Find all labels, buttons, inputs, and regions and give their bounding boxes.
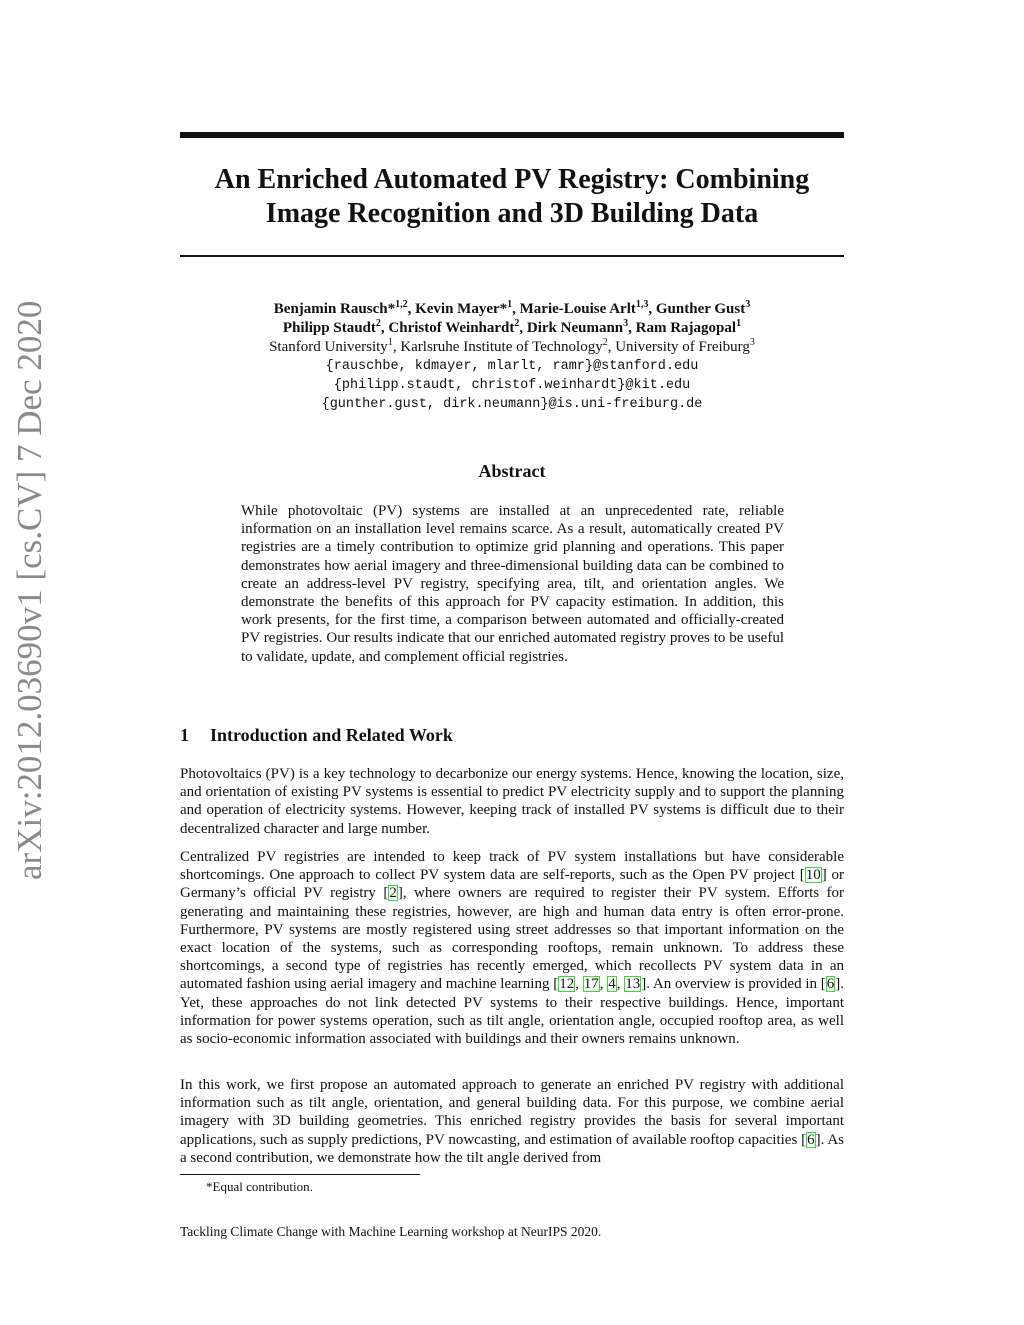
author-name: Philipp Staudt (282, 320, 376, 336)
section-number: 1 (180, 725, 189, 745)
citation-link[interactable]: 10 (805, 867, 821, 884)
citation-link[interactable]: 13 (625, 976, 641, 993)
author-name: , Ram Rajagopal (628, 320, 737, 336)
intro-paragraph-2 (180, 848, 844, 1048)
author-affiliation-mark: 1,3 (635, 299, 649, 310)
email-kit: {philipp.staudt, christof.weinhardt}@kit.edu (333, 378, 691, 393)
text-run: In this work, we first propose an automated approach to generate an enriched PV registry with additional information such as tilt angle, orientation, and general building data. For this purpose, we combine aerial imagery with 3D building geometries. This enriched registry provides the basis for several important applications, such as supply predictions, PV nowcasting, and estimation of available rooftop capacities [ (180, 1077, 844, 1148)
footnote-rule (180, 1174, 420, 1175)
author-affiliation-mark: 1,2 (395, 299, 408, 310)
author-affiliation-mark: 3 (745, 299, 751, 310)
affiliation-mark: 1 (387, 337, 393, 348)
arxiv-identifier: arXiv:2012.03690v1 [cs.CV] 7 Dec 2020 (10, 300, 49, 880)
author-name: , Marie-Louise Arlt (512, 301, 636, 317)
text-run: , (616, 976, 625, 993)
text-run: ]. As a second contribution, we demonstrate how the tilt angle derived from (180, 1131, 844, 1166)
author-name: , Christof Weinhardt (380, 320, 515, 336)
author-affiliation-mark: 1 (736, 318, 742, 329)
citation-link[interactable]: 6 (807, 1131, 815, 1148)
affiliation: Stanford University (269, 339, 388, 355)
citation-link[interactable]: 4 (608, 976, 616, 993)
text-run: ]. Yet, these approaches do not link detected PV systems to their respective buildings. Hence, important information for power systems operation, such as tilt angle, orientation angle, occupied rooftop area, as well as socio-economic information associated with buildings and their owners remains unknown. (180, 976, 845, 1048)
affiliation-mark: 3 (749, 337, 755, 348)
intro-paragraph-3 (180, 1076, 844, 1167)
author-affiliation-mark: 3 (623, 318, 629, 329)
text-run: , (599, 976, 608, 993)
author-affiliation-mark: 1 (507, 299, 513, 310)
author-name: , Gunther Gust (648, 301, 746, 317)
text-run: ]. An overview is provided in [ (641, 976, 826, 993)
citation-link[interactable]: 12 (559, 976, 575, 993)
citation-link[interactable]: 2 (389, 885, 397, 902)
email-stanford: {rauschbe, kdmayer, mlarlt, ramr}@stanford.edu (325, 359, 699, 374)
footnote: *Equal contribution. (206, 1179, 313, 1194)
affiliation-line (180, 338, 844, 357)
author-affiliation-mark: 2 (375, 318, 381, 329)
text-run: ] or Germany’s official PV registry [ (180, 867, 844, 902)
affiliation: , Karlsruhe Institute of Technology (392, 339, 603, 355)
text-run: , (575, 976, 583, 993)
abstract-heading: Abstract (478, 461, 546, 481)
citation-link[interactable]: 6 (826, 976, 835, 993)
affiliation-mark: 2 (602, 337, 608, 348)
title-rule-bottom (180, 255, 844, 257)
text-run: Centralized PV registries are intended to keep track of PV system installations but have considerable shortcomings. One approach to collect PV system data are self-reports, such as the Open PV project [ (180, 849, 844, 884)
author-name: , Dirk Neumann (519, 320, 624, 336)
author-name: , Kevin Mayer* (407, 301, 508, 317)
author-line-2 (180, 319, 844, 338)
author-name: Benjamin Rausch* (273, 301, 396, 317)
section-title: Introduction and Related Work (210, 725, 453, 745)
section-heading (180, 725, 844, 746)
paper-title (180, 163, 844, 231)
abstract-body: While photovoltaic (PV) systems are installed at an unprecedented rate, reliable information on an installation level remains scarce. As a result, automatically created PV registries are a timely contribution to optimize grid planning and operations. This paper demonstrates how aerial imagery and three-dimensional building data can be combined to create an address-level PV registry, specifying area, tilt, and orientation angles. We demonstrate the benefits of this approach for PV capacity estimation. In addition, this work presents, for the first time, a comparison between automated and officially-created PV registries. Our results indicate that our enriched automated registry proves to be useful to validate, update, and complement official registries. (241, 503, 784, 665)
venue-footer: Tackling Climate Change with Machine Learning workshop at NeurIPS 2020. (180, 1224, 602, 1239)
title-line-1: An Enriched Automated PV Registry: Combining (214, 164, 810, 195)
citation-link[interactable]: 17 (583, 976, 599, 993)
email-freiburg: {gunther.gust, dirk.neumann}@is.uni-freiburg.de (321, 397, 703, 412)
affiliation: , University of Freiburg (607, 339, 750, 355)
author-affiliation-mark: 2 (514, 318, 520, 329)
intro-paragraph-1: Photovoltaics (PV) is a key technology to decarbonize our energy systems. Hence, knowing the location, size, and orientation of existing PV systems is essential to predict PV electricity supply and to support the planning and operation of electricity systems. However, keeping track of installed PV systems is difficult due to their decentralized character and large number. (180, 766, 844, 837)
author-line-1 (180, 300, 844, 319)
title-rule-top (180, 132, 844, 138)
title-line-2: Image Recognition and 3D Building Data (265, 198, 759, 229)
author-block (180, 300, 844, 414)
text-run: ], where owners are required to register their PV system. Efforts for generating and maintaining these registries, however, are high and human data entry is often error-prone. Furthermore, PV systems are mostly registered using street addresses so that important information on the exact location of the systems, such as corresponding rooftops, remain unknown. To address these shortcomings, a second type of registries has recently emerged, which recollects PV system data in an automated fashion using aerial imagery and machine learning [ (180, 885, 845, 993)
